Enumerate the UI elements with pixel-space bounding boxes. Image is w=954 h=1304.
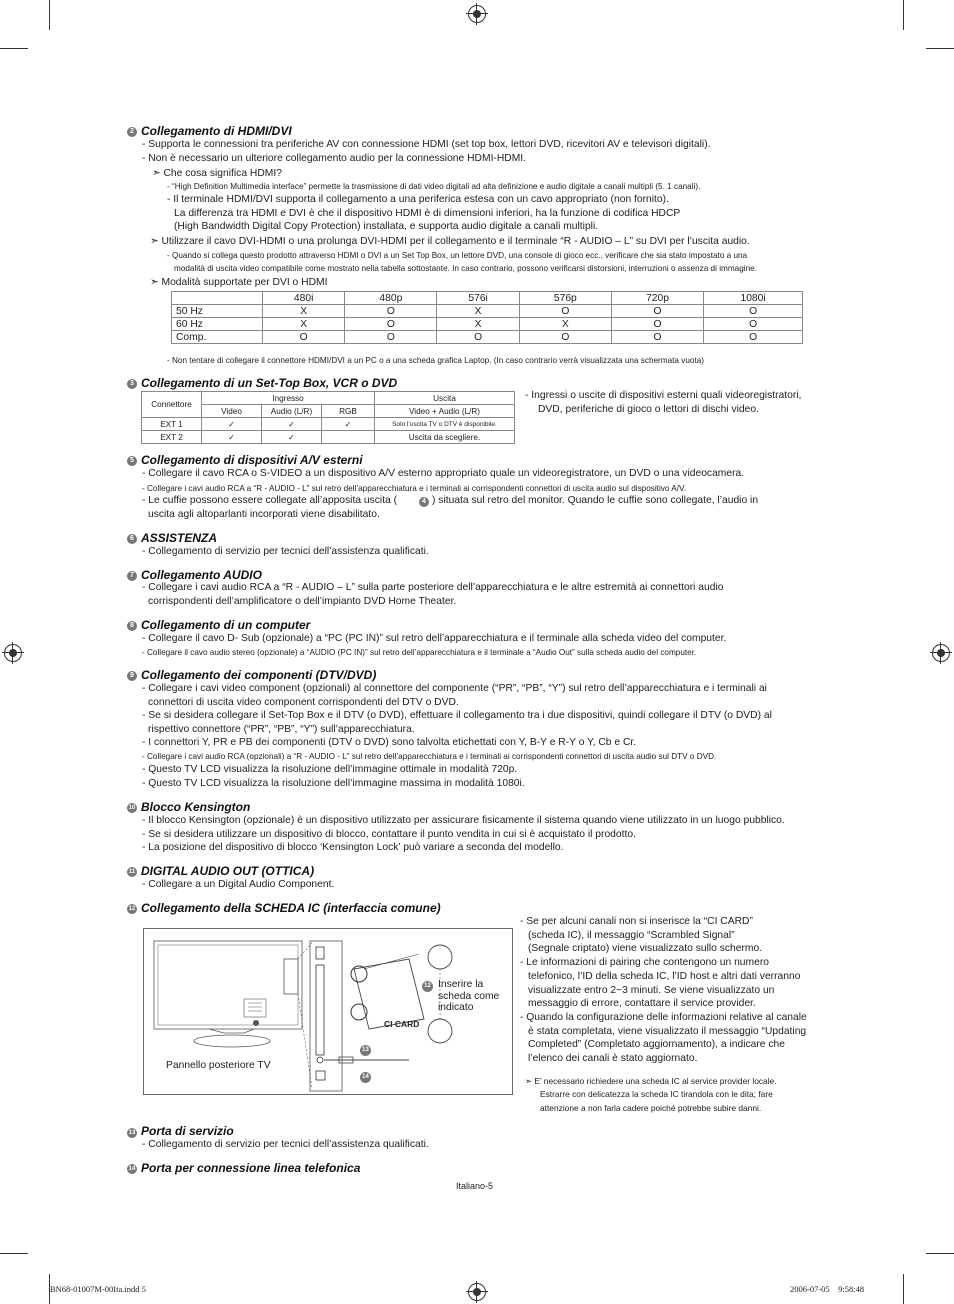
section-number-badge: 8 — [127, 621, 137, 631]
text-line: - Questo TV LCD visualizza la risoluzione dell’immagine ottimale in modalità 720p. — [142, 764, 518, 775]
table-cell: O — [611, 305, 703, 318]
section-title-ci: Collegamento della SCHEDA IC (interfaccia comune) — [141, 901, 441, 915]
section-number-badge: 12 — [128, 906, 136, 912]
section-number-badge: 9 — [127, 671, 137, 681]
table-header: 480i — [263, 292, 345, 305]
text-line: uscita agli altoparlanti incorporati viene disabilitato. — [148, 509, 380, 520]
text-line: corrispondenti dell’amplificatore o dell’impianto DVD Home Theater. — [148, 596, 457, 607]
section-number-badge: 6 — [127, 534, 137, 544]
crop-mark — [903, 1274, 904, 1304]
table-cell: O — [611, 318, 703, 331]
table-header: Uscita — [375, 392, 515, 405]
section-title-assistenza: ASSISTENZA — [141, 531, 218, 545]
text-line: l’elenco dei canali è stato aggiornato. — [528, 1053, 698, 1065]
table-cell: O — [519, 305, 611, 318]
table-cell: X — [437, 305, 519, 318]
table-header: Audio (L/R) — [262, 405, 322, 418]
ci-info-text — [520, 915, 807, 1066]
table-header: Video + Audio (L/R) — [375, 405, 515, 418]
hdmi-modes-table — [171, 291, 803, 344]
table-header: Video — [202, 405, 262, 418]
text-line: - Collegare il cavo audio stereo (opzionale) a “AUDIO (PC IN)” sul retro dell’apparecchiatura e il terminale a “Audio Out” sulla scheda audio del computer. — [142, 648, 697, 657]
section-title-hdmi: Collegamento di HDMI/DVI — [141, 124, 292, 138]
text-line: - La posizione del dispositivo di blocco ‘Kensington Lock’ può variare a seconda del modello. — [142, 842, 564, 853]
registration-mark-icon — [468, 5, 486, 23]
text-line: (scheda IC), il messaggio “Scrambled Signal” — [528, 929, 735, 941]
crop-mark — [926, 1253, 954, 1254]
section-title-component: Collegamento dei componenti (DTV/DVD) — [141, 668, 377, 682]
table-header: 480p — [345, 292, 437, 305]
text-line: - Supporta le connessioni tra periferiche AV con connessione HDMI (set top box, lettori DVD, ricevitori AV e televisori digitali). — [142, 139, 711, 150]
text-line: telefonico, l’ID della scheda IC, l’ID host e altri dati verranno — [528, 970, 801, 982]
text-line: Estrarre con delicatezza la scheda IC tirandola con le dita; fare — [540, 1089, 773, 1100]
registration-mark-icon — [4, 644, 22, 662]
table-header: Ingresso — [202, 392, 375, 405]
text-line: DVD, periferiche di gioco o lettori di dischi video. — [538, 404, 759, 415]
text-line: - Collegare il cavo RCA o S-VIDEO a un dispositivo A/V esterno appropriato quale un videoregistratore, un DVD o una videocamera. — [142, 468, 745, 479]
text-line: è stata completata, viene visualizzato il messaggio “Updating — [528, 1025, 807, 1037]
section-number-badge: 7 — [127, 571, 137, 581]
text-line: messaggio di errore, contattare il service provider. — [528, 998, 756, 1010]
text-line: - Non tentare di collegare il connettore HDMI/DVI a un PC o a una scheda grafica Laptop. (In caso contrario verrà visualizzata una schermata vuota) — [167, 356, 705, 365]
registration-mark-icon — [468, 1283, 486, 1301]
table-cell — [322, 431, 375, 444]
section-title-computer: Collegamento di un computer — [141, 618, 311, 632]
table-cell: O — [519, 331, 611, 344]
table-cell: Comp. — [172, 331, 263, 344]
text-line: Completed” (Completato aggiornamento), a indicare che — [528, 1039, 785, 1051]
text-line: - Collegare il cavo D- Sub (opzionale) a “PC (PC IN)” sul retro dell’apparecchiatura e il terminale alla scheda video del computer. — [142, 633, 727, 644]
table-cell — [172, 292, 263, 305]
text-line: - Se si desidera collegare il Set-Top Box e il DTV (o DVD), effettuare il collegamento tra i due dispositivi, quindi collegare il DTV (o DVD) al — [142, 710, 772, 721]
print-date: 2006-07-05 9:58:48 — [790, 1284, 865, 1294]
table-cell: 50 Hz — [172, 305, 263, 318]
text-line: - Collegare i cavi audio RCA (opzionali) a “R - AUDIO - L” sul retro dell’apparecchiatura e i terminali ai corrispondenti connettori di uscita audio sul DTV o DVD. — [142, 752, 717, 761]
section-number-badge: 13 — [128, 1130, 136, 1136]
section-number-badge: 10 — [128, 805, 136, 811]
text-line: - Collegamento di servizio per tecnici dell’assistenza qualificati. — [142, 546, 429, 557]
text-line: ➣ Utilizzare il cavo DVI-HDMI o una prolunga DVI-HDMI per il collegamento e il terminale “R - AUDIO – L” su DVI per l’uscita audio. — [150, 236, 750, 247]
insert-label-line: scheda come — [438, 990, 500, 1002]
table-cell: X — [263, 305, 345, 318]
table-header: 576i — [437, 292, 519, 305]
registration-mark-icon — [932, 644, 950, 662]
text-line: - Se si desidera utilizzare un dispositivo di blocco, contattare il punto vendita in cui si è acquistato il prodotto. — [142, 829, 636, 840]
crop-mark — [903, 0, 904, 30]
crop-mark — [0, 1253, 28, 1254]
table-cell: EXT 1 — [142, 418, 202, 431]
ci-card-label: CI CARD — [384, 1019, 420, 1029]
table-header: 576p — [519, 292, 611, 305]
table-cell: X — [519, 318, 611, 331]
page-number: Italiano-5 — [456, 1181, 494, 1191]
callout-badge-14: 14 — [360, 1072, 371, 1083]
table-cell: O — [345, 318, 437, 331]
table-header-row — [172, 292, 803, 305]
text-line: ➣ E’ necessario richiedere una scheda IC al service provider locale. — [525, 1076, 777, 1086]
ext-connector-table — [141, 391, 515, 444]
table-header: RGB — [322, 405, 375, 418]
check-icon: ✓ — [202, 418, 262, 431]
check-icon: ✓ — [202, 431, 262, 444]
check-icon: ✓ — [322, 418, 375, 431]
text-line: - I connettori Y, PR e PB dei componenti (DTV o DVD) sono talvolta etichettati con Y, B-Y e R-Y o Y, Cb e Cr. — [142, 737, 637, 748]
table-cell: O — [345, 305, 437, 318]
table-cell: O — [704, 318, 803, 331]
table-cell: EXT 2 — [142, 431, 202, 444]
table-row — [142, 418, 515, 431]
table-cell: O — [611, 331, 703, 344]
table-cell: Solo l’uscita TV o DTV è disponibile. — [375, 418, 515, 431]
table-cell: O — [704, 331, 803, 344]
table-row — [172, 318, 803, 331]
text-line: - Collegare i cavi video component (opzionali) al connettore del componente (“PR”, “PB”, “Y”) sul retro dell’apparecchiatura e i terminali ai — [142, 683, 767, 694]
table-cell: O — [345, 331, 437, 344]
text-line: modalità di uscita video compatibile come mostrato nella tabella sottostante. In caso contrario, possono verificarsi distorsioni, interruzioni o assenza di immagine. — [174, 264, 757, 273]
text-line: - Collegare i cavi audio RCA a “R - AUDIO - L” sul retro dell’apparecchiatura e i terminali ai corrispondenti connettori di uscita audio sul dispositivo A/V. — [142, 484, 686, 493]
check-icon: ✓ — [262, 431, 322, 444]
insert-label-line: Inserire la — [438, 979, 484, 990]
text-line: rispettivo connettore (“PR”, “PB”, “Y”) sull’apparecchiatura. — [148, 724, 415, 735]
table-row — [142, 431, 515, 444]
table-cell: O — [704, 305, 803, 318]
ci-note — [525, 1075, 777, 1115]
section-number-badge: 11 — [128, 869, 136, 875]
text-line: - Quando la configurazione delle informazioni relative al canale — [520, 1011, 807, 1023]
section-number-badge: 5 — [127, 456, 137, 466]
text-line: - Non è necessario un ulteriore collegamento audio per la connessione HDMI-HDMI. — [142, 153, 527, 164]
check-icon: ✓ — [262, 418, 322, 431]
text-line: - Collegare a un Digital Audio Component. — [142, 879, 335, 890]
text-line: - Le cuffie possono essere collegate all’apposita uscita ( — [142, 495, 398, 506]
callout-badge-13: 13 — [360, 1045, 371, 1056]
text-line: (Segnale criptato) viene visualizzato sullo schermo. — [528, 943, 763, 955]
callout-badge-12: 12 — [422, 981, 433, 992]
crop-mark — [926, 48, 954, 49]
text-line: - Il blocco Kensington (opzionale) è un dispositivo utilizzato per assicurare fisicamente il sistema quando viene utilizzato in un luogo pubblico. — [142, 815, 785, 826]
section-title-kensington: Blocco Kensington — [141, 800, 251, 814]
section-number-badge: 2 — [127, 127, 137, 137]
section-title-phone: Porta per connessione linea telefonica — [141, 1161, 361, 1175]
crop-mark — [0, 48, 28, 49]
text-line: - “High Definition Multimedia interface” permette la trasmissione di dati video digitali ad alta definizione e audio digitale a canali multipli (5. 1 canali). — [167, 182, 701, 191]
table-cell: Uscita da scegliere. — [375, 431, 515, 444]
table-row — [172, 331, 803, 344]
text-line: La differenza tra HDMI e DVI è che il dispositivo HDMI è di dimensioni inferiori, ha la funzione di codifica HDCP — [174, 208, 681, 219]
table-cell: X — [263, 318, 345, 331]
text-line: - Ingressi o uscite di dispositivi esterni quali videoregistratori, — [525, 390, 802, 401]
text-line: ➣ Che cosa significa HDMI? — [152, 168, 282, 179]
text-line: - Questo TV LCD visualizza la risoluzione dell’immagine massima in modalità 1080i. — [142, 778, 525, 789]
inline-number-badge: 4 — [419, 497, 429, 507]
crop-mark — [49, 0, 50, 30]
text-line: attenzione a non farla cadere poiché potrebbe subire danni. — [540, 1102, 762, 1113]
text-line: connettori di uscita video component corrispondenti del DTV o DVD. — [148, 697, 459, 708]
text-line: ) situata sul retro del monitor. Quando le cuffie sono collegate, l’audio in — [432, 495, 759, 506]
section-title-av: Collegamento di dispositivi A/V esterni — [141, 453, 363, 467]
insert-label-line: indicato — [438, 1002, 474, 1013]
text-line: ➣ Modalità supportate per DVI o HDMI — [150, 277, 328, 288]
section-title-settop: Collegamento di un Set-Top Box, VCR o DVD — [141, 376, 398, 390]
table-cell: O — [263, 331, 345, 344]
file-name: BN68-01007M-00Ita.indd 5 — [50, 1284, 146, 1294]
table-row — [172, 305, 803, 318]
table-header: 720p — [611, 292, 703, 305]
table-cell: X — [437, 318, 519, 331]
section-number-badge: 14 — [128, 1166, 136, 1172]
text-line: - Collegare i cavi audio RCA a “R - AUDIO – L” sulla parte posteriore dell’apparecchiatura e le altre estremità ai connettori audio — [142, 582, 724, 593]
table-header: Connettore — [142, 392, 202, 418]
section-title-service: Porta di servizio — [141, 1124, 234, 1138]
table-header: 1080i — [704, 292, 803, 305]
text-line: (High Bandwidth Digital Copy Protection) installata, e supporta audio digitale a canali multipli. — [174, 221, 599, 232]
insert-card-label — [438, 979, 499, 1014]
text-line: - Il terminale HDMI/DVI supporta il collegamento a una periferica estesa con un cavo appropriato (non fornito). — [167, 194, 669, 205]
section-title-audio: Collegamento AUDIO — [141, 568, 262, 582]
text-line: - Se per alcuni canali non si inserisce la “CI CARD” — [520, 916, 753, 927]
section-title-digital-audio: DIGITAL AUDIO OUT (OTTICA) — [141, 864, 315, 878]
text-line: - Le informazioni di pairing che contengono un numero — [520, 957, 769, 969]
table-cell: O — [437, 331, 519, 344]
ci-card-diagram — [143, 928, 513, 1095]
text-line: - Collegamento di servizio per tecnici dell’assistenza qualificati. — [142, 1139, 429, 1150]
section-number-badge: 3 — [127, 379, 137, 389]
table-cell: 60 Hz — [172, 318, 263, 331]
panel-label: Pannello posteriore TV — [166, 1060, 271, 1071]
text-line: - Quando si collega questo prodotto attraverso HDMI o DVI a un Set Top Box, un lettore DVD, una console di gioco ecc., verificare che sia stato impostato a una — [167, 251, 748, 260]
text-line: visualizzate entro 2~3 minuti. Se viene visualizzato un — [528, 984, 775, 996]
